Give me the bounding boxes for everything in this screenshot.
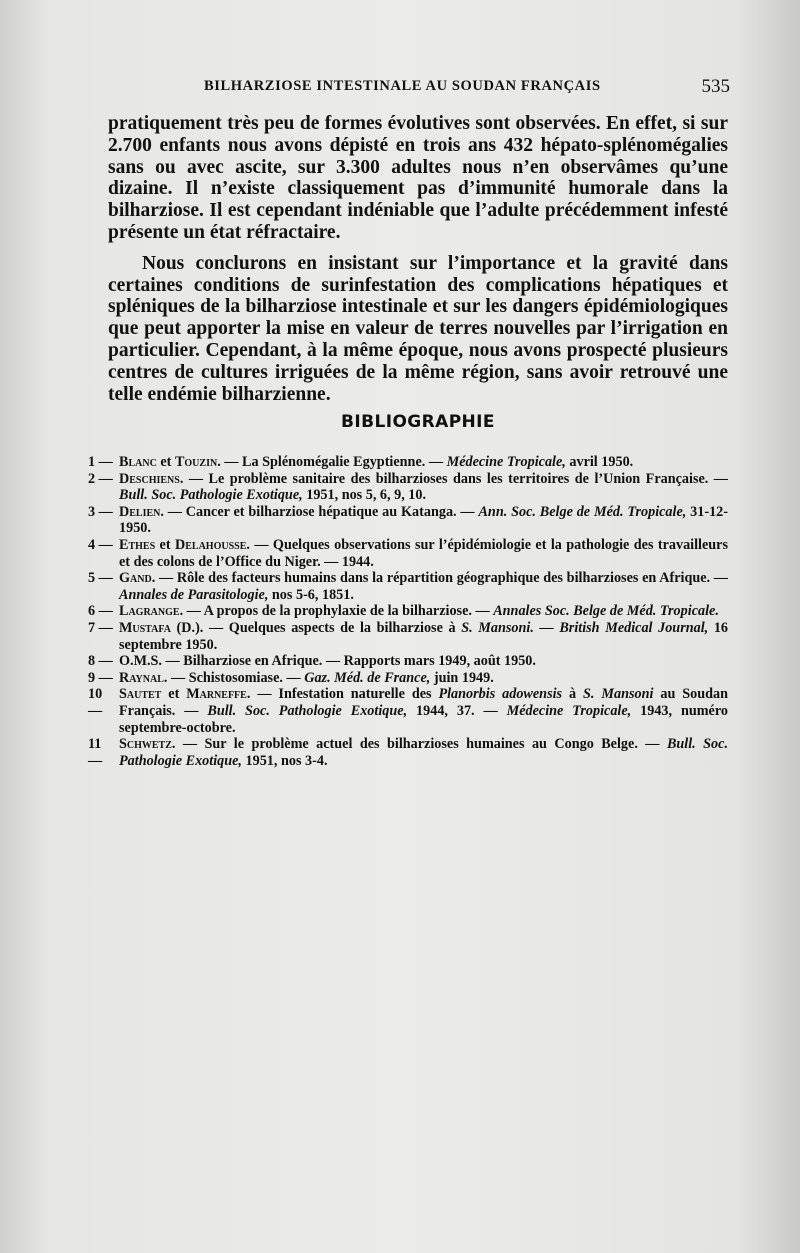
reference-item	[88, 670, 728, 687]
reference-author: Raynal	[119, 669, 164, 686]
reference-author: Sautet	[119, 686, 162, 703]
reference-item	[88, 537, 728, 570]
reference-number: 1 —	[88, 454, 113, 470]
reference-item	[88, 471, 728, 504]
reference-item	[88, 504, 728, 537]
reference-text	[119, 537, 728, 570]
reference-text	[119, 471, 728, 504]
reference-author: Deschiens	[119, 470, 180, 487]
reference-fragment: au Soudan Français. —	[119, 686, 729, 719]
reference-source: Planorbis adowensis	[438, 686, 563, 703]
reference-fragment: . — Infestation naturelle des	[246, 686, 439, 703]
reference-number: 9 —	[88, 669, 113, 686]
reference-fragment: 1944, 37. —	[407, 702, 507, 719]
bibliography-title: BIBLIOGRAPHIE	[341, 412, 495, 432]
reference-number: 2 —	[88, 470, 113, 487]
reference-source: S. Mansoni. — British Medical Journal,	[461, 619, 709, 636]
reference-number: 11 —	[88, 736, 103, 769]
reference-number: 3 —	[88, 503, 113, 520]
reference-fragment: O.M.S. — Bilharziose en Afrique. — Rapports mars 1949, août 1950.	[119, 653, 536, 670]
page-number: 535	[701, 76, 730, 97]
reference-author: Delahousse	[175, 536, 247, 553]
reference-author: Lagrange	[119, 603, 180, 620]
reference-fragment: juin 1949.	[430, 669, 494, 686]
reference-source: Bull. Soc. Pathologie Exotique,	[207, 702, 408, 719]
reference-fragment: 16 septembre 1950.	[119, 619, 729, 653]
reference-fragment: . — Sur le problème actuel des bilharzioses humaines au Congo Belge. —	[171, 736, 667, 753]
reference-fragment: (D.). — Quelques aspects de la bilharziose à	[170, 619, 462, 636]
reference-source: Annales Soc. Belge de Méd. Tropicale.	[493, 603, 719, 620]
reference-author: Ethes	[119, 536, 156, 553]
reference-number: 7 —	[88, 619, 113, 636]
reference-author: Marneffe	[186, 686, 247, 703]
reference-fragment: 1951, nos 5, 6, 9, 10.	[302, 487, 427, 504]
reference-item	[88, 736, 728, 769]
reference-item	[88, 603, 728, 620]
reference-fragment: . — Rôle des facteurs humains dans la répartition géographique des bilharzioses en Afrique. —	[151, 570, 728, 587]
reference-text	[119, 686, 728, 736]
reference-fragment: . — A propos de la prophylaxie de la bilharziose. —	[179, 603, 494, 620]
bibliography-list	[88, 454, 728, 769]
reference-text	[119, 570, 728, 603]
running-title: BILHARZIOSE INTESTINALE AU SOUDAN FRANÇAIS	[204, 78, 601, 94]
reference-fragment: et	[155, 536, 175, 553]
reference-source: Ann. Soc. Belge de Méd. Tropicale,	[478, 503, 687, 520]
reference-fragment: 31-12-1950.	[119, 503, 728, 537]
reference-item	[88, 620, 728, 653]
reference-source: Gaz. Méd. de France,	[304, 669, 431, 686]
paragraph: pratiquement très peu de formes évolutives sont observées. En effet, si sur 2.700 enfants nous avons dépisté en trois ans 432 hépato-splénomégalies sans ou avec ascite, sur 3.300 adultes nous n’en observâmes qu’une dizaine. Il n’existe classiquement pas d’immunité humorale dans la bilharziose. Il est cependant indéniable que l’adulte précédemment infesté présente un état réfractaire.	[108, 113, 728, 243]
reference-fragment: . — Schistosomiase. —	[163, 669, 305, 686]
reference-item	[88, 653, 728, 670]
reference-source: Médecine Tropicale,	[446, 454, 566, 470]
reference-text	[119, 736, 728, 769]
reference-fragment: . — Quelques observations sur l’épidémiologie et la pathologie des travailleurs et des colons de l’Office du Niger. — 1944.	[119, 536, 729, 570]
reference-fragment: nos 5-6, 1851.	[268, 586, 354, 603]
reference-item	[88, 686, 728, 736]
reference-fragment: avril 1950.	[565, 454, 634, 470]
reference-fragment: et	[161, 686, 187, 703]
paragraph: Nous conclurons en insistant sur l’importance et la gravité dans certaines conditions de surinfestation des complications hépatiques et spléniques de la bilharziose intestinale et sur les dangers épidémiologiques que peut apporter la mise en valeur de terres nouvelles par l’irrigation en particulier. Cependant, à la même époque, nous avons prospecté plusieurs centres de cultures irriguées de la même région, sans avoir retrouvé une telle endémie bilharzienne.	[108, 252, 728, 405]
reference-fragment: . — Cancer et bilharziose hépatique au Katanga. —	[160, 503, 479, 520]
reference-source: Bull. Soc. Pathologie Exotique,	[119, 736, 728, 769]
reference-text	[119, 504, 728, 537]
reference-source: Annales de Parasitologie,	[119, 586, 269, 603]
reference-text	[119, 454, 728, 471]
reference-text	[119, 670, 728, 687]
reference-author: Gand	[119, 570, 152, 587]
reference-fragment: 1951, nos 3-4.	[241, 752, 328, 769]
page-header	[108, 76, 730, 98]
reference-fragment: et	[156, 454, 175, 470]
reference-source: Bull. Soc. Pathologie Exotique,	[119, 487, 303, 504]
reference-source: Médecine Tropicale,	[506, 702, 632, 719]
reference-number: 10 —	[88, 686, 103, 719]
reference-author: Schwetz	[119, 736, 172, 753]
reference-text	[119, 620, 728, 653]
body-text	[108, 113, 728, 405]
reference-text	[119, 603, 728, 620]
reference-number: 4 —	[88, 536, 113, 553]
reference-source: S. Mansoni	[583, 686, 654, 703]
reference-author: Blanc	[119, 454, 157, 470]
reference-number: 6 —	[88, 603, 113, 620]
reference-fragment: 1943, numéro septembre-octobre.	[119, 702, 728, 736]
reference-item	[88, 570, 728, 603]
reference-author: Touzin	[174, 454, 218, 470]
reference-text	[119, 653, 728, 670]
reference-fragment: à	[562, 686, 584, 703]
reference-author: Delien	[119, 503, 161, 520]
reference-fragment: . — La Splénomégalie Egyptienne. —	[217, 454, 447, 470]
reference-number: 8 —	[88, 653, 113, 670]
reference-number: 5 —	[88, 570, 113, 587]
reference-author: Mustafa	[119, 619, 171, 636]
reference-item	[88, 454, 728, 471]
reference-fragment: . — Le problème sanitaire des bilharzioses dans les territoires de l’Union Française. —	[179, 470, 728, 487]
